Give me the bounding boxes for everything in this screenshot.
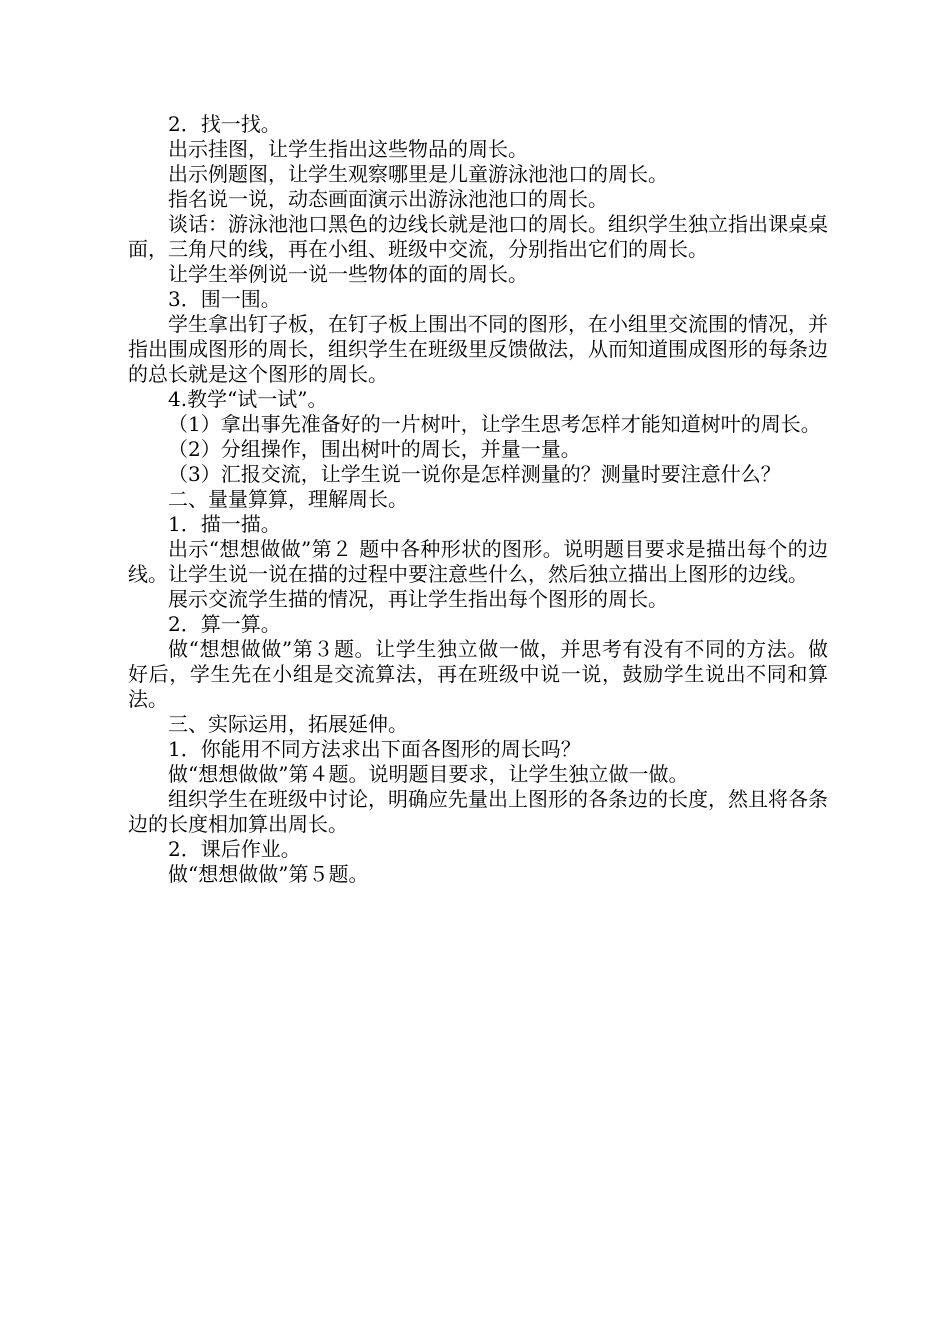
- paragraph: 做“想想做做”第４题。说明题目要求，让学生独立做一做。: [168, 762, 689, 786]
- section-heading-surround: 3．围一围。: [168, 287, 281, 311]
- paragraph: （2）分组操作，围出树叶的周长，并量一量。: [168, 437, 581, 461]
- section-heading-measure: 二、量量算算，理解周长。: [168, 487, 408, 511]
- subheading-trace: 1．描一描。: [168, 512, 281, 536]
- paragraph: 谈话：游泳池池口黑色的边线长就是池口的周长。组织学生独立指出课桌桌面，三角尺的线，再在小组、班级中交流，分别指出它们的周长。: [128, 212, 828, 261]
- paragraph: 做“想想做做”第５题。: [168, 862, 369, 886]
- section-heading-try: 4.教学“试一试”。: [168, 387, 328, 411]
- paragraph: （1）拿出事先准备好的一片树叶，让学生思考怎样才能知道树叶的周长。: [168, 412, 821, 436]
- subheading-question: 1．你能用不同方法求出下面各图形的周长吗？: [168, 737, 581, 761]
- paragraph: 出示挂图，让学生指出这些物品的周长。: [168, 137, 528, 161]
- paragraph: 指名说一说，动态画面演示出游泳池池口的周长。: [168, 187, 608, 211]
- paragraph: 组织学生在班级中讨论，明确应先量出上图形的各条边的长度，然且将各条边的长度相加算出周长。: [128, 787, 828, 836]
- paragraph: 学生拿出钉子板，在钉子板上围出不同的图形，在小组里交流围的情况，并指出围成图形的周长，组织学生在班级里反馈做法，从而知道围成图形的每条边的总长就是这个图形的周长。: [128, 312, 828, 386]
- subheading-homework: 2．课后作业。: [168, 837, 301, 861]
- paragraph: 出示“想想做做”第２ 题中各种形状的图形。说明题目要求是描出每个的边线。让学生说一说在描的过程中要注意些什么，然后独立描出上图形的边线。: [128, 537, 828, 586]
- section-heading-apply: 三、实际运用，拓展延伸。: [168, 712, 408, 736]
- document-body: [128, 112, 828, 887]
- subheading-calculate: 2．算一算。: [168, 612, 281, 636]
- paragraph: 让学生举例说一说一些物体的面的周长。: [168, 262, 528, 286]
- paragraph: 做“想想做做”第３题。让学生独立做一做，并思考有没有不同的方法。做好后，学生先在小组是交流算法，再在班级中说一说，鼓励学生说出不同和算法。: [128, 637, 828, 711]
- paragraph: 展示交流学生描的情况，再让学生指出每个图形的周长。: [168, 587, 668, 611]
- paragraph: 出示例题图，让学生观察哪里是儿童游泳池池口的周长。: [168, 162, 668, 186]
- paragraph: （3）汇报交流，让学生说一说你是怎样测量的？测量时要注意什么？: [168, 462, 781, 486]
- section-heading-find: 2．找一找。: [168, 112, 281, 136]
